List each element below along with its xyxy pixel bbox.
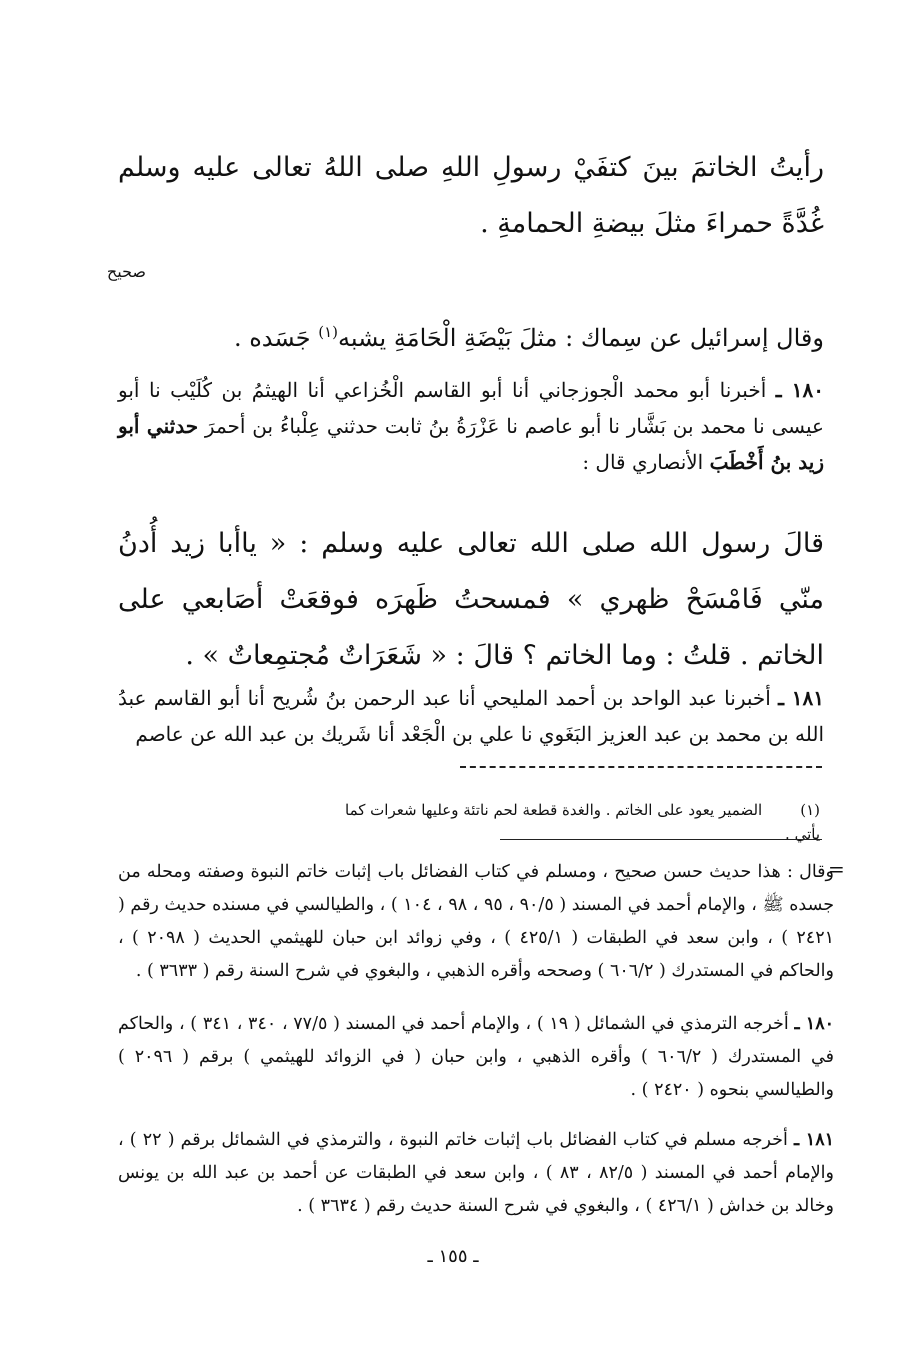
note-181-text: أخرجه مسلم في كتاب الفضائل باب إثبات خاتم النبوة ، والترمذي في الشمائل برقم ( ٢٢ ) ، والإمام أحمد في المسند ( ٨٢/٥ ، ٨٣ ) ، وابن سعد في الطبقات عن أحمد بن عبد الله بن يونس وخالد بن خداش ( ٤٢٦/١ ) ، والبغوي في شرح السنة حديث رقم ( ٣٦٣٤ ) .: [118, 1130, 834, 1216]
footnote-number: (١): [800, 801, 820, 819]
footnote-ref: (١): [318, 323, 339, 341]
note-180-text: أخرجه الترمذي في الشمائل ( ١٩ ) ، والإمام أحمد في المسند ( ٧٧/٥ ، ٣٤٠ ، ٣٤١ ) ، والحاكم في المستدرك ( ٦٠٦/٢ ) وأقره الذهبي ، وابن حبان ( في الزوائد للهيثمي ) برقم ( ٢٠٩٦ ) والطيالسي بنحوه ( ٢٤٢٠ ) .: [118, 1014, 835, 1100]
note-179: [118, 856, 834, 988]
hadith-179-matn: رأيتُ الخاتمَ بينَ كتفَيْ رسولِ اللهِ صلى اللهُ تعالى عليه وسلم غُدَّةً حمراءَ مثلَ بيضةِ الحمامةِ .: [118, 152, 824, 239]
continuation-mark: =: [828, 857, 845, 881]
footnote-divider: [500, 839, 822, 840]
hadith-179-text: [118, 140, 824, 252]
hadith-180-text: [118, 516, 824, 684]
note-181: [118, 1124, 834, 1223]
israil-line: [118, 308, 824, 362]
dashed-separator: [460, 766, 822, 768]
hadith-181-isnad: [118, 680, 824, 752]
hadith-number: ١٨٠ ـ: [775, 378, 824, 402]
hadith-180-isnad: [118, 372, 824, 480]
footnote-text: الضمير يعود على الخاتم . والغدة قطعة لحم ناتئة وعليها شعرات كما يأتي .: [345, 801, 820, 843]
israil-line-tail: جَسَده .: [233, 324, 319, 352]
hadith-180-matn: قالَ رسول الله صلى الله تعالى عليه وسلم : « ياأبا زيد أُدنُ منّي فَامْسَحْ ظهري » فمسحتُ ظَهرَه فوقعَتْ أصَابعي على الخاتم . قلتُ : وما الخاتم ؟ قالَ : « شَعَرَاتٌ مُجتمِعاتٌ » .: [118, 528, 824, 671]
hadith-number: ١٨١ ـ: [778, 686, 825, 710]
israil-line-text: وقال إسرائيل عن سِماك : مثلَ بَيْضَةِ الْحَامَةِ يشبه: [338, 324, 824, 352]
page-number: ـ ١٥٥ ـ: [427, 1246, 479, 1267]
isnad-text: أخبرنا عبد الواحد بن أحمد المليحي أنا عبد الرحمن بنُ شُريح أنا أبو القاسم عبدُ الله بن محمد بن عبد العزيز البَغَوي نا علي بن الْجَعْد أنا شَريك بن عبد الله عن عاصم: [118, 686, 824, 746]
note-180: [118, 1008, 834, 1107]
note-179-text: وقال : هذا حديث حسن صحيح ، ومسلم في كتاب الفضائل باب إثبات خاتم النبوة وصفته ومحله من جسده ﷺ ، والإمام أحمد في المسند ( ٩٠/٥ ، ٩٥ ، ٩٨ ، ١٠٤ ) ، والطيالسي في مسنده حديث رقم ( ٢٤٢١ ) ، وابن سعد في الطبقات ( ٤٢٥/١ ) ، وفي زوائد ابن حبان للهيثمي الحديث ( ٢٠٩٨ ) ، والحاكم في المستدرك ( ٦٠٦/٢ ) وصححه وأقره الذهبي ، والبغوي في شرح السنة رقم ( ٣٦٣٣ ) .: [118, 862, 835, 981]
note-number: ١٨١ ـ: [794, 1130, 834, 1150]
isnad-narrator-bold: حدثني أبو زيد بنُ أَخْطَبَ: [118, 414, 824, 474]
isnad-tail: الأنصاري قال :: [582, 450, 710, 474]
grade-label: صحيح: [106, 262, 146, 281]
isnad-text: أخبرنا أبو محمد الْجوزجاني أنا أبو القاسم الْخُزاعي أنا الهيثمُ بن كُلَيْب نا أبو عيسى نا محمد بن بَشَّار نا أبو عاصم نا عَزْرَةُ بنُ ثابت حدثني عِلْباءُ بن أحمرَ: [118, 378, 824, 438]
note-number: ١٨٠ ـ: [794, 1014, 834, 1034]
